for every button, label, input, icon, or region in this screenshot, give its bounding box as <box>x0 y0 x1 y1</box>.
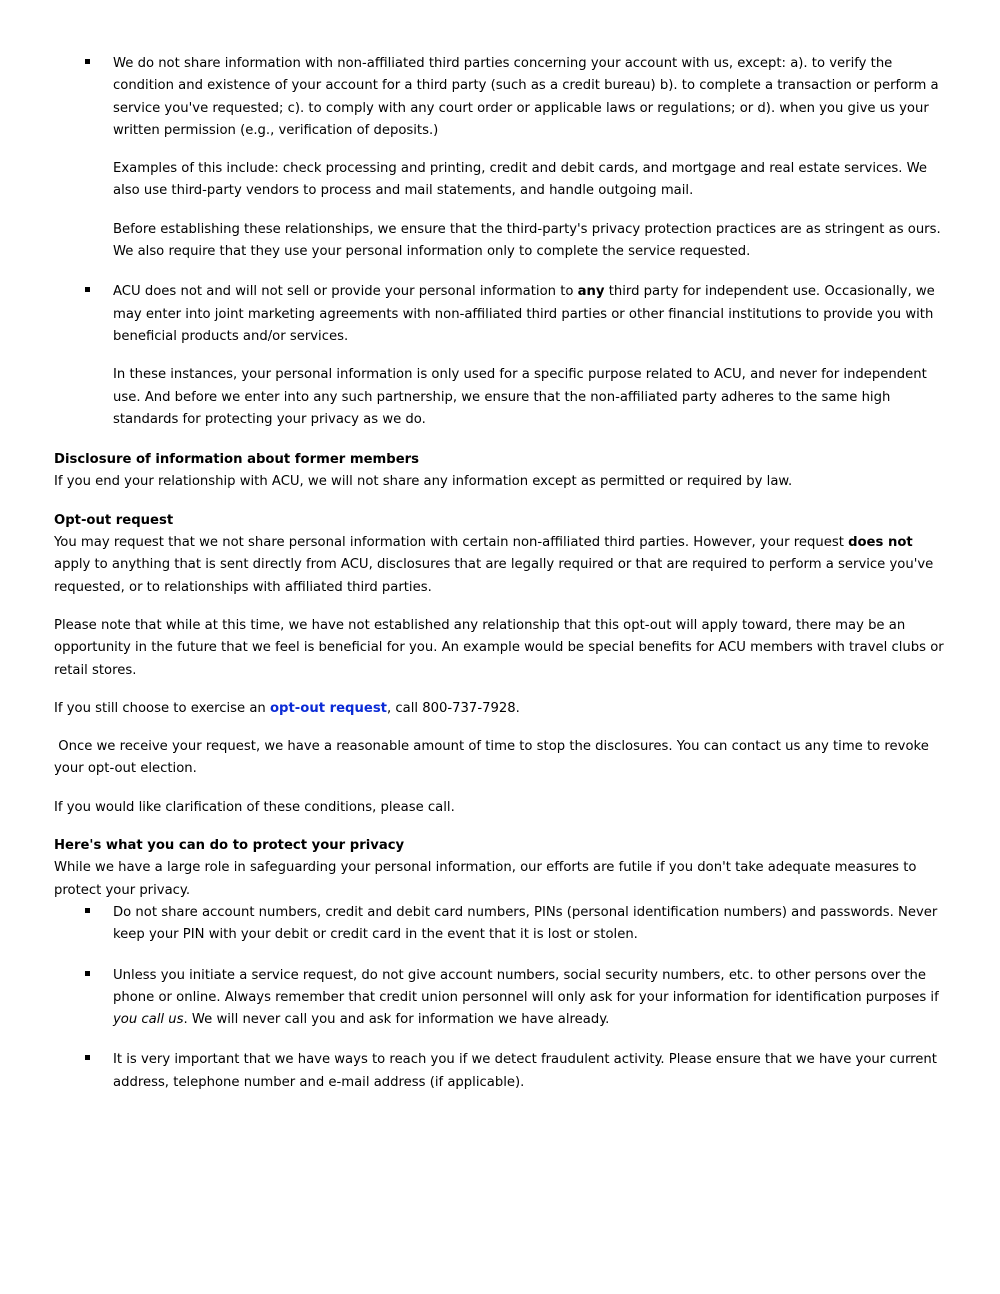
bullet-subparagraph: In these instances, your personal information is only used for a specific purpose related to ACU, and never for independent use. And before we enter into any such partnership, we ensure that the non-affiliated party adheres to the same high standards for protecting your privacy as we do. <box>113 367 927 427</box>
list-item <box>54 1049 944 1094</box>
opt-out-paragraph <box>54 532 944 599</box>
opt-out-section <box>54 510 944 819</box>
opt-out-revoke-paragraph: Once we receive your request, we have a reasonable amount of time to stop the disclosures. You can contact us any time to revoke your opt-out election. <box>54 739 934 777</box>
third-party-bullet-list <box>54 53 944 431</box>
bullet-text: It is very important that we have ways to reach you if we detect fraudulent activity. Please ensure that we have your current address, telephone number and e-mail address (if applicable). <box>113 1052 937 1090</box>
bullet-subparagraph: Examples of this include: check processing and printing, credit and debit cards, and mortgage and real estate services. We also use third-party vendors to process and mail statements, and handle outgoing mail. <box>113 161 928 199</box>
privacy-policy-content <box>54 53 944 1112</box>
text-fragment: , call 800-737-7928. <box>386 700 520 716</box>
text-fragment: Unless you initiate a service request, do not give account numbers, social security numbers, etc. to other persons over the phone or online. Always remember that credit union personnel will only ask for your information for identification purposes if <box>113 967 939 1005</box>
bullet-text: Do not share account numbers, credit and debit card numbers, PINs (personal identification numbers) and passwords. Never keep your PIN with your debit or credit card in the event that it is lost or stolen. <box>113 904 938 943</box>
list-item <box>54 965 944 1032</box>
text-fragment: ACU does not and will not sell or provide your personal information to <box>113 284 578 300</box>
emphasis-text: any <box>577 284 605 300</box>
text-fragment: If you still choose to exercise an <box>54 700 270 716</box>
text-fragment: You may request that we not share personal information with certain non-affiliated third parties. However, your request <box>54 535 849 551</box>
opt-out-call-paragraph <box>54 698 944 720</box>
former-members-section <box>54 449 944 494</box>
opt-out-note-paragraph: Please note that while at this time, we have not established any relationship that this opt-out will apply toward, there may be an opportunity in the future that we feel is beneficial for you. An example would be special benefits for ACU members with travel clubs or retail stores. <box>54 617 944 678</box>
list-item <box>54 53 944 263</box>
section-heading: Here's what you can do to protect your privacy <box>54 838 405 854</box>
opt-out-request-link[interactable]: opt-out request <box>269 700 387 716</box>
bullet-text <box>113 965 944 1032</box>
emphasis-text: does not <box>848 535 913 551</box>
clarification-paragraph: If you would like clarification of these conditions, please call. <box>54 799 455 815</box>
section-text: If you end your relationship with ACU, we will not share any information except as permitted or required by law. <box>54 474 793 490</box>
protect-privacy-section <box>54 835 944 1094</box>
text-fragment: . We will never call you and ask for information we have already. <box>183 1012 610 1028</box>
bullet-text <box>113 281 944 348</box>
bullet-subparagraph: Before establishing these relationships, we ensure that the third-party's privacy protection practices are as stringent as ours. We also require that they use your personal information only to complete the service requested. <box>113 221 941 260</box>
italic-text: you call us <box>113 1012 184 1028</box>
text-fragment: third party for independent use. Occasionally, we may enter into joint marketing agreements with non-affiliated third parties or other financial institutions to provide you with beneficial products and/or services. <box>113 284 935 344</box>
list-item <box>54 281 944 431</box>
section-heading: Disclosure of information about former members <box>54 452 420 468</box>
protect-tips-list <box>54 902 944 1094</box>
section-heading: Opt-out request <box>54 512 174 528</box>
section-text: While we have a large role in safeguarding your personal information, our efforts are futile if you don't take adequate measures to protect your privacy. <box>54 860 917 898</box>
list-item <box>54 902 944 947</box>
text-fragment: apply to anything that is sent directly from ACU, disclosures that are legally required or that are required to perform a service you've requested, or to relationships with affiliated third parties. <box>54 557 934 595</box>
bullet-text: We do not share information with non-affiliated third parties concerning your account with us, except: a). to verify the condition and existence of your account for a third party (such as a credit bureau) b). to complete a transaction or perform a service you've requested; c). to comply with any court order or applicable laws or regulations; or d). when you give us your written permission (e.g., verification of deposits.) <box>113 56 939 138</box>
